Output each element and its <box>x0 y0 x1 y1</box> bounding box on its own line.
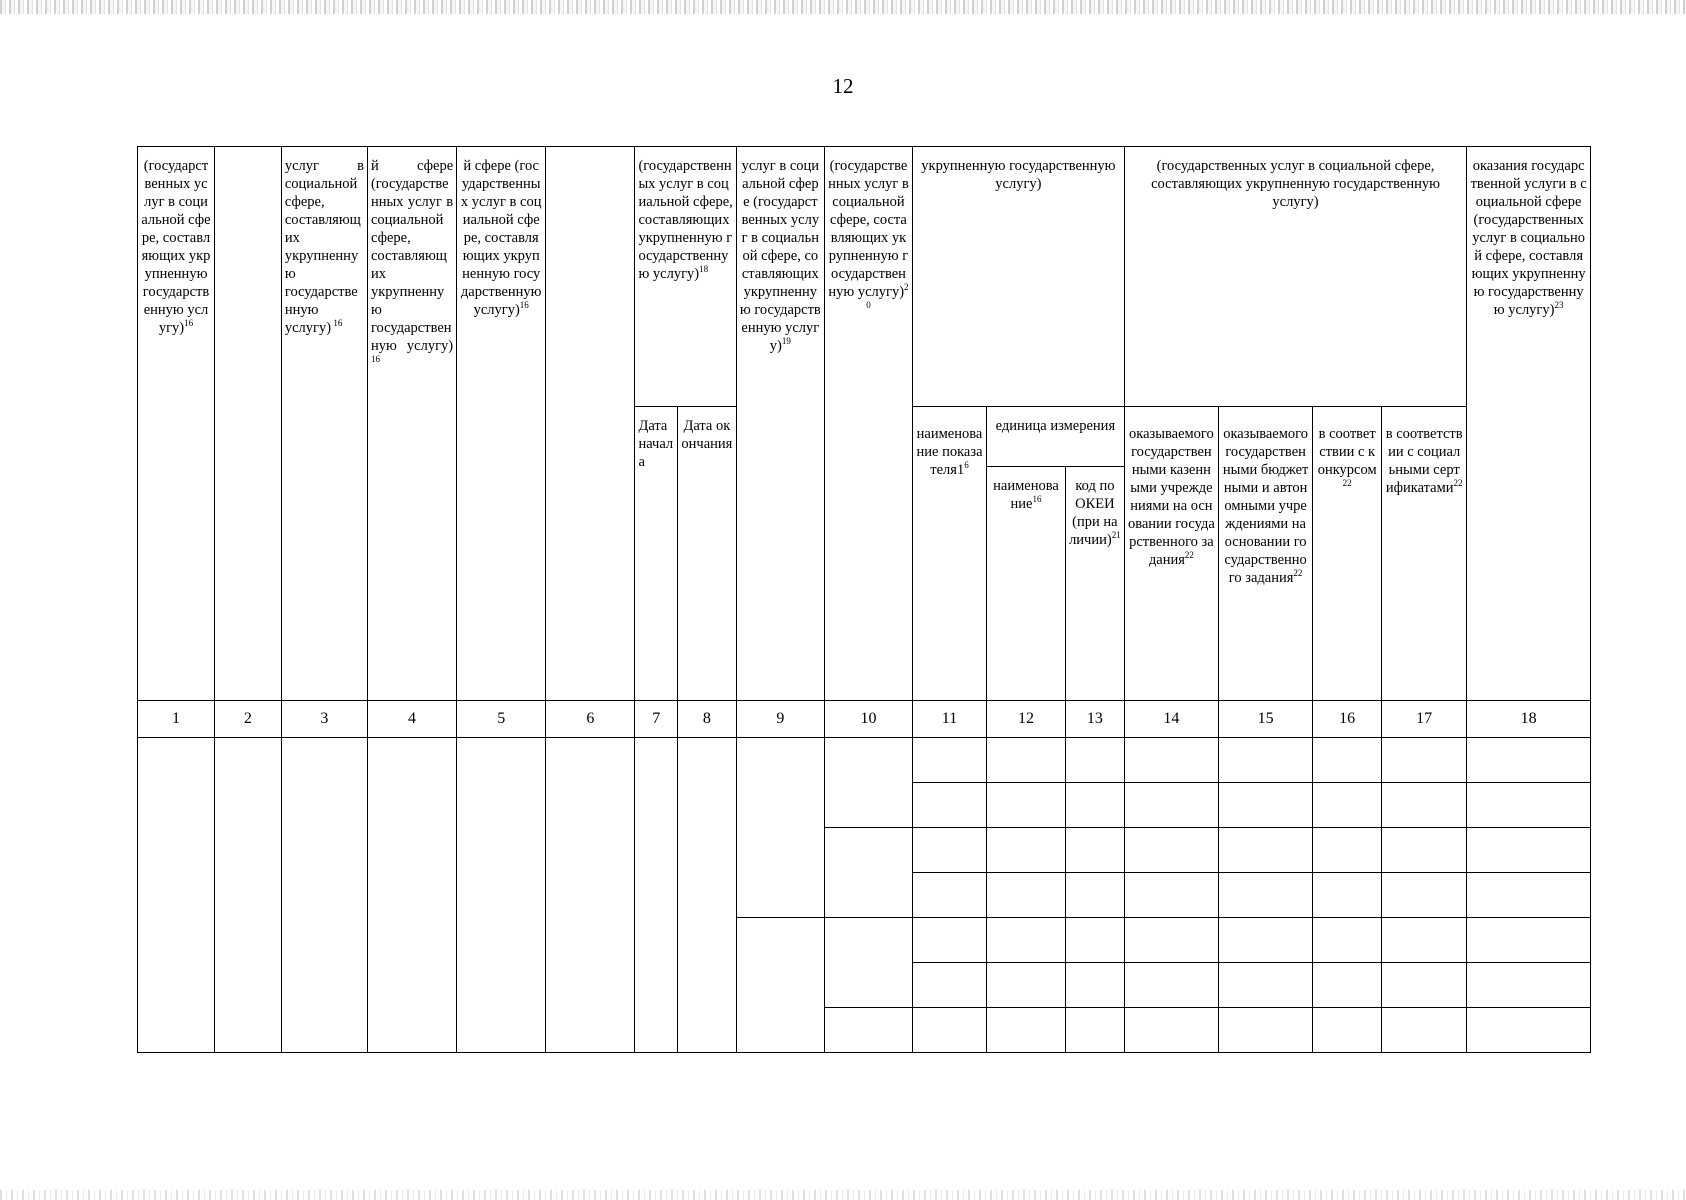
data-cell[interactable] <box>215 738 282 1053</box>
data-cell[interactable] <box>986 873 1065 918</box>
data-cell[interactable] <box>1467 918 1591 963</box>
data-cell[interactable] <box>986 828 1065 873</box>
data-cell[interactable] <box>1382 783 1467 828</box>
column-number: 13 <box>1066 701 1125 738</box>
header-col-16-text: в соответствии с конкурсом <box>1317 426 1377 478</box>
column-number: 9 <box>736 701 824 738</box>
column-number: 1 <box>138 701 215 738</box>
header-col-17-text: в соответствии с социальными сертификатами <box>1385 426 1463 496</box>
footnote-ref: 16 <box>331 318 343 329</box>
data-cell[interactable] <box>913 918 987 963</box>
data-cell[interactable] <box>138 738 215 1053</box>
header-col-11-13-text: укрупненную государственную услугу) <box>921 158 1116 192</box>
scan-edge-top <box>0 0 1686 14</box>
column-number: 2 <box>215 701 282 738</box>
data-cell[interactable] <box>1066 963 1125 1008</box>
data-cell[interactable] <box>1467 963 1591 1008</box>
footnote-ref: 16 <box>519 300 529 311</box>
header-col-9 <box>736 147 824 701</box>
footnote-ref: 16 <box>184 318 194 329</box>
header-col-12 <box>986 467 1065 701</box>
data-cell[interactable] <box>1313 873 1382 918</box>
header-col-11 <box>913 407 987 701</box>
header-col-10 <box>824 147 912 701</box>
header-col-12-13 <box>986 407 1124 467</box>
header-col-8 <box>677 407 736 701</box>
header-col-12-13-text: единица измерения <box>995 418 1116 434</box>
data-cell[interactable] <box>1382 873 1467 918</box>
data-cell[interactable] <box>1313 918 1382 963</box>
data-cell[interactable] <box>1124 738 1218 783</box>
column-number: 16 <box>1313 701 1382 738</box>
data-cell[interactable] <box>677 738 736 1053</box>
data-cell[interactable] <box>1219 738 1313 783</box>
data-cell[interactable] <box>367 738 456 1053</box>
header-col-11-text: наименование показателя1 <box>916 426 983 478</box>
data-cell[interactable] <box>1382 738 1467 783</box>
data-cell[interactable] <box>1066 828 1125 873</box>
data-cell[interactable] <box>1467 873 1591 918</box>
header-col-3 <box>281 147 367 701</box>
header-row-1 <box>138 147 1591 407</box>
data-cell[interactable] <box>1219 828 1313 873</box>
column-number: 6 <box>546 701 635 738</box>
table-row <box>138 738 1591 783</box>
column-number: 8 <box>677 701 736 738</box>
data-cell[interactable] <box>281 738 367 1053</box>
data-cell[interactable] <box>1467 828 1591 873</box>
footnote-ref: 19 <box>781 336 791 347</box>
data-cell[interactable] <box>457 738 546 1053</box>
header-col-1 <box>138 147 215 701</box>
footnote-ref: 22 <box>1184 550 1194 561</box>
header-col-14-17 <box>1124 147 1466 407</box>
footnote-ref: 16 <box>1032 494 1042 505</box>
data-cell[interactable] <box>1467 783 1591 828</box>
column-number: 15 <box>1219 701 1313 738</box>
header-col-13-text: код по ОКЕИ (при наличии) <box>1069 478 1118 548</box>
header-col-13 <box>1066 467 1125 701</box>
footnote-ref: 22 <box>1342 478 1352 489</box>
header-col-4 <box>367 147 456 701</box>
data-cell[interactable] <box>1066 873 1125 918</box>
data-cell[interactable] <box>1313 963 1382 1008</box>
data-cell[interactable] <box>1124 918 1218 963</box>
column-number: 12 <box>986 701 1065 738</box>
data-cell[interactable] <box>1382 828 1467 873</box>
column-number: 10 <box>824 701 912 738</box>
data-cell[interactable] <box>1124 828 1218 873</box>
data-cell[interactable] <box>1066 738 1125 783</box>
data-cell[interactable] <box>913 963 987 1008</box>
data-cell[interactable] <box>824 918 912 1008</box>
column-number: 14 <box>1124 701 1218 738</box>
data-cell[interactable] <box>1219 1008 1313 1053</box>
data-cell[interactable] <box>986 783 1065 828</box>
header-col-3-text: услуг в социальной сфере, составляющих укрупненную государственную услугу) <box>284 158 364 336</box>
data-cell[interactable] <box>1219 873 1313 918</box>
data-cell[interactable] <box>1467 1008 1591 1053</box>
data-cell[interactable] <box>1313 738 1382 783</box>
header-col-11-13 <box>913 147 1125 407</box>
header-col-9-text: услуг в социальной сфере (государственных услуг в социальной сфере, составляющих укрупненную государственную услугу) <box>739 158 821 354</box>
data-cell[interactable] <box>1124 963 1218 1008</box>
data-cell[interactable] <box>1382 1008 1467 1053</box>
header-col-8-text: Дата окончания <box>681 418 733 452</box>
data-cell[interactable] <box>1066 783 1125 828</box>
header-col-2 <box>215 147 282 701</box>
data-cell[interactable] <box>824 1008 912 1053</box>
data-cell[interactable] <box>1066 918 1125 963</box>
data-cell[interactable] <box>635 738 678 1053</box>
header-col-5 <box>457 147 546 701</box>
data-cell[interactable] <box>824 738 912 828</box>
data-cell[interactable] <box>1313 783 1382 828</box>
data-cell[interactable] <box>986 738 1065 783</box>
footnote-ref: 22 <box>1293 568 1303 579</box>
header-col-18 <box>1467 147 1591 701</box>
header-col-17 <box>1382 407 1467 701</box>
data-cell[interactable] <box>986 918 1065 963</box>
data-cell[interactable] <box>1313 828 1382 873</box>
header-col-14-17-text: (государственных услуг в социальной сфере, составляющих укрупненную государственную услугу) <box>1151 158 1440 210</box>
page-number: 12 <box>832 74 854 98</box>
header-col-16 <box>1313 407 1382 701</box>
footnote-ref: 18 <box>699 264 709 275</box>
footnote-ref: 21 <box>1111 530 1121 541</box>
header-col-5-text: й сфере (государственных услуг в социальной сфере, составляющих укрупненную государственную услугу) <box>460 158 542 318</box>
data-cell[interactable] <box>913 828 987 873</box>
data-cell[interactable] <box>986 1008 1065 1053</box>
column-number: 5 <box>457 701 546 738</box>
data-cell[interactable] <box>1124 1008 1218 1053</box>
header-col-10-text: (государственных услуг в социальной сфере, составляющих укрупненную государственную услугу) <box>828 158 909 300</box>
footnote-ref: 22 <box>1453 478 1463 489</box>
column-number: 17 <box>1382 701 1467 738</box>
header-col-6 <box>546 147 635 701</box>
data-cell[interactable] <box>824 828 912 918</box>
data-cell[interactable] <box>1382 963 1467 1008</box>
column-number: 11 <box>913 701 987 738</box>
column-number: 4 <box>367 701 456 738</box>
data-cell[interactable] <box>913 783 987 828</box>
data-cell[interactable] <box>1124 873 1218 918</box>
footnote-ref: 16 <box>370 354 380 365</box>
footnote-ref: 23 <box>1554 300 1564 311</box>
header-col-15 <box>1219 407 1313 701</box>
scan-edge-bottom <box>0 1190 1686 1200</box>
data-cell[interactable] <box>1124 783 1218 828</box>
data-cell[interactable] <box>913 873 987 918</box>
data-cell[interactable] <box>913 1008 987 1053</box>
form-table <box>137 146 1591 1053</box>
header-col-1-text: (государственных услуг в социальной сфере, составляющих укрупненную государственную услугу) <box>141 158 211 336</box>
data-cell[interactable] <box>986 963 1065 1008</box>
column-number: 18 <box>1467 701 1591 738</box>
header-col-15-text: оказываемого государственными бюджетными и автономными учреждениями на основании государственного задания <box>1222 426 1309 586</box>
data-cell[interactable] <box>736 738 824 918</box>
header-col-4-text: й сфере (государственных услуг в социальной сфере, составляющих укрупненную государственную услугу) <box>370 158 454 354</box>
data-cell[interactable] <box>1219 918 1313 963</box>
data-cell[interactable] <box>1066 1008 1125 1053</box>
header-col-18-text: оказания государственной услуги в социальной сфере (государственных услуг в социальной сфере, составляющих укрупненную государственную услугу) <box>1470 158 1587 318</box>
data-cell[interactable] <box>1382 918 1467 963</box>
footnote-ref: 6 <box>964 460 969 471</box>
data-cell[interactable] <box>1467 738 1591 783</box>
column-number: 7 <box>635 701 678 738</box>
header-col-7-8-text: (государственных услуг в социальной сфере, составляющих укрупненную государственную услугу) <box>638 158 733 282</box>
data-cell[interactable] <box>1219 783 1313 828</box>
header-col-14 <box>1124 407 1218 701</box>
header-col-7-text: Дата начала <box>638 418 674 470</box>
header-col-7-8 <box>635 147 736 407</box>
header-col-14-text: оказываемого государственными казенными учреждениями на основании государственного задания <box>1127 426 1215 568</box>
header-col-7 <box>635 407 678 701</box>
footnote-ref: 20 <box>866 282 909 311</box>
header-col-12-text: наименование <box>993 478 1059 512</box>
data-cell[interactable] <box>546 738 635 1053</box>
data-cell[interactable] <box>1313 1008 1382 1053</box>
data-cell[interactable] <box>913 738 987 783</box>
data-cell[interactable] <box>736 918 824 1053</box>
column-number: 3 <box>281 701 367 738</box>
column-number-row <box>138 701 1591 738</box>
data-cell[interactable] <box>1219 963 1313 1008</box>
